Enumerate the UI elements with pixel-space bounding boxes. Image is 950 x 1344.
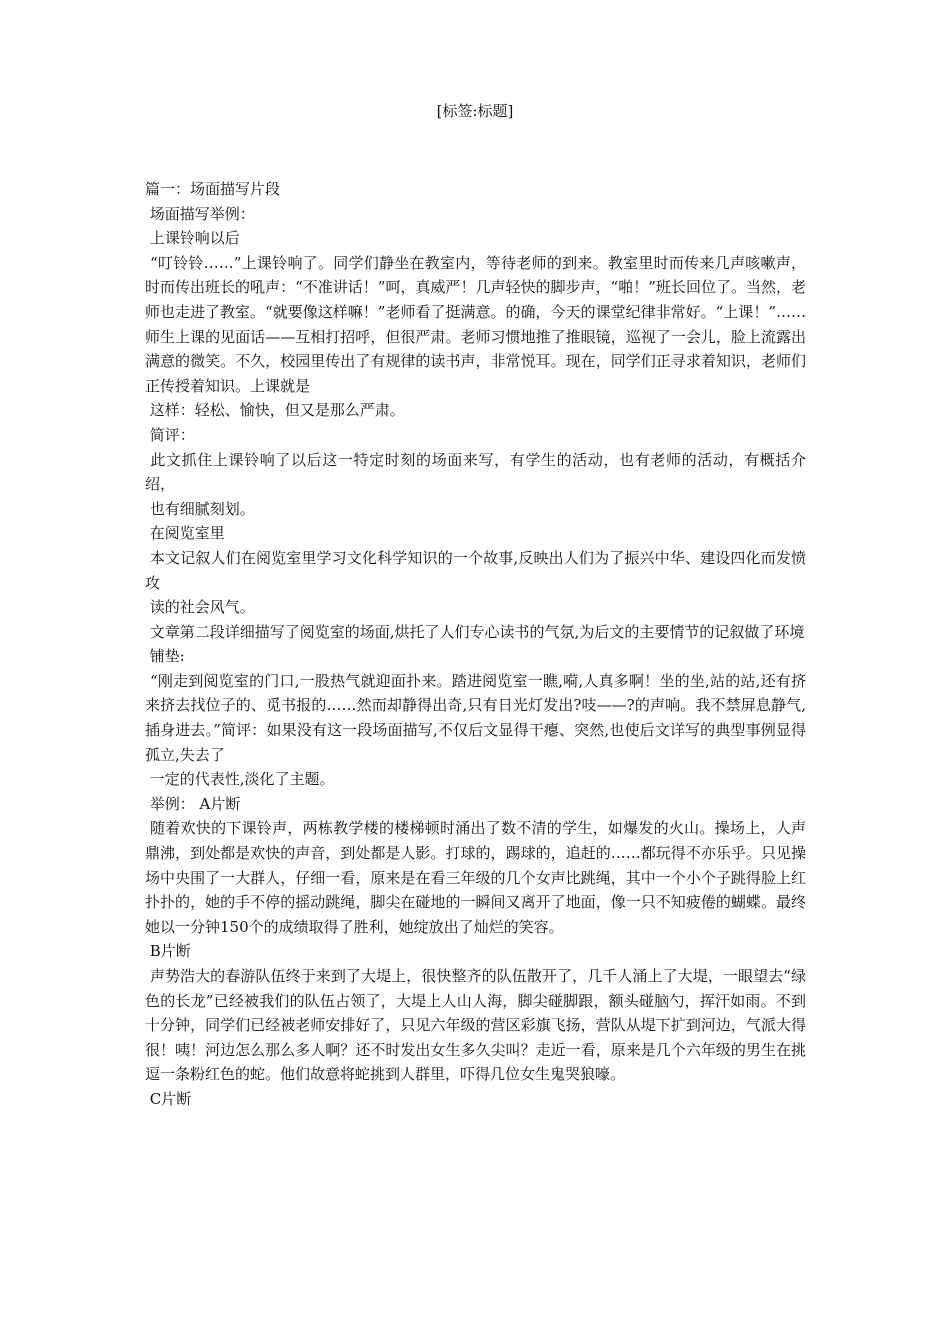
section-heading: 篇一：场面描写片段 (145, 180, 281, 198)
paragraph: 本文记叙人们在阅览室里学习文化科学知识的一个故事,反映出人们为了振兴中华、建设四化而发愤攻 (145, 548, 806, 592)
paragraph: 铺垫: (145, 647, 185, 666)
subheading: B片断 (145, 942, 191, 961)
subheading: 简评： (145, 425, 195, 444)
document-title: [标签:标题] (436, 102, 514, 120)
paragraph: “叮铃铃……”上课铃响了。同学们静坐在教室内，等待老师的到来。教室里时而传来几声咳嗽声，时而传出班长的吼声：“不准讲话！”呵，真威严！几声轻快的脚步声，“啪！”班长回位了。当然，老师也走进了教室。“就要像这样嘛！”老师看了挺满意。的确，今天的课堂纪律非常好。“上课！”……师生上课的见面话——互相打招呼，但很严肃。老师习惯地推了推眼镜，巡视了一会儿，脸上流露出满意的微笑。不久，校园里传出了有规律的读书声，非常悦耳。现在，同学们正寻求着知识，老师们正传授着知识。上课就是 (145, 253, 806, 395)
paragraph: 读的社会风气。 (145, 598, 255, 617)
paragraph: 此文抓住上课铃响了以后这一特定时刻的场面来写，有学生的活动，也有老师的活动，有概括介绍， (145, 450, 806, 494)
paragraph: 声势浩大的春游队伍终于来到了大堤上，很快整齐的队伍散开了，几千人涌上了大堤，一眼望去“绿色的长龙”已经被我们的队伍占领了，大堤上人山人海，脚尖碰脚跟，额头碰脑勺，挥汗如雨。不到十分钟，同学们已经被老师安排好了，只见六年级的营区彩旗飞扬，营队从堤下扩到河边，气派大得很！咦！河边怎么那么多人啊？还不时发出女生多久尖叫？走近一看，原来是几个六年级的男生在挑逗一条粉红色的蛇。他们故意将蛇挑到人群里，吓得几位女生鬼哭狼嚎。 (145, 967, 806, 1084)
paragraph: 这样：轻松、愉快，但又是那么严肃。 (145, 401, 405, 420)
subheading: 上课铃响以后 (145, 229, 240, 248)
paragraph: 文章第二段详细描写了阅览室的场面,烘托了人们专心读书的气氛,为后文的主要情节的记叙做了环境 (145, 622, 805, 641)
paragraph: 随着欢快的下课铃声，两栋教学楼的楼梯顿时涌出了数不清的学生，如爆发的火山。操场上，人声鼎沸，到处都是欢快的声音，到处都是人影。打球的，踢球的，追赶的……都玩得不亦乐乎。只见操场中央围了一大群人，仔细一看，原来是在看三年级的几个女声比跳绳，其中一个小个子跳得脸上红扑扑的，她的手不停的摇动跳绳，脚尖在碰地的一瞬间又离开了地面，像一只不知疲倦的蝴蝶。最终她以一分钟150个的成绩取得了胜利，她绽放出了灿烂的笑容。 (145, 819, 806, 936)
subheading: 举例： A片断 (145, 794, 241, 813)
subheading: 场面描写举例： (145, 204, 255, 223)
paragraph: “刚走到阅览室的门口,一股热气就迎面扑来。踏进阅览室一瞧,嗬,人真多啊！坐的坐,站的站,还有挤来挤去找位子的、觅书报的……然而却静得出奇,只有日光灯发出?吱——?的声响。我不禁屏息静气,插身进去。”简评：如果没有这一段场面描写,不仅后文显得干瘪、突然,也使后文详写的典型事例显得孤立,失去了 (145, 671, 806, 764)
subheading: C片断 (145, 1089, 192, 1108)
paragraph: 一定的代表性,淡化了主题。 (145, 770, 335, 789)
subheading: 在阅览室里 (145, 524, 225, 543)
document-body (145, 177, 806, 1112)
paragraph: 也有细腻刻划。 (145, 499, 255, 518)
